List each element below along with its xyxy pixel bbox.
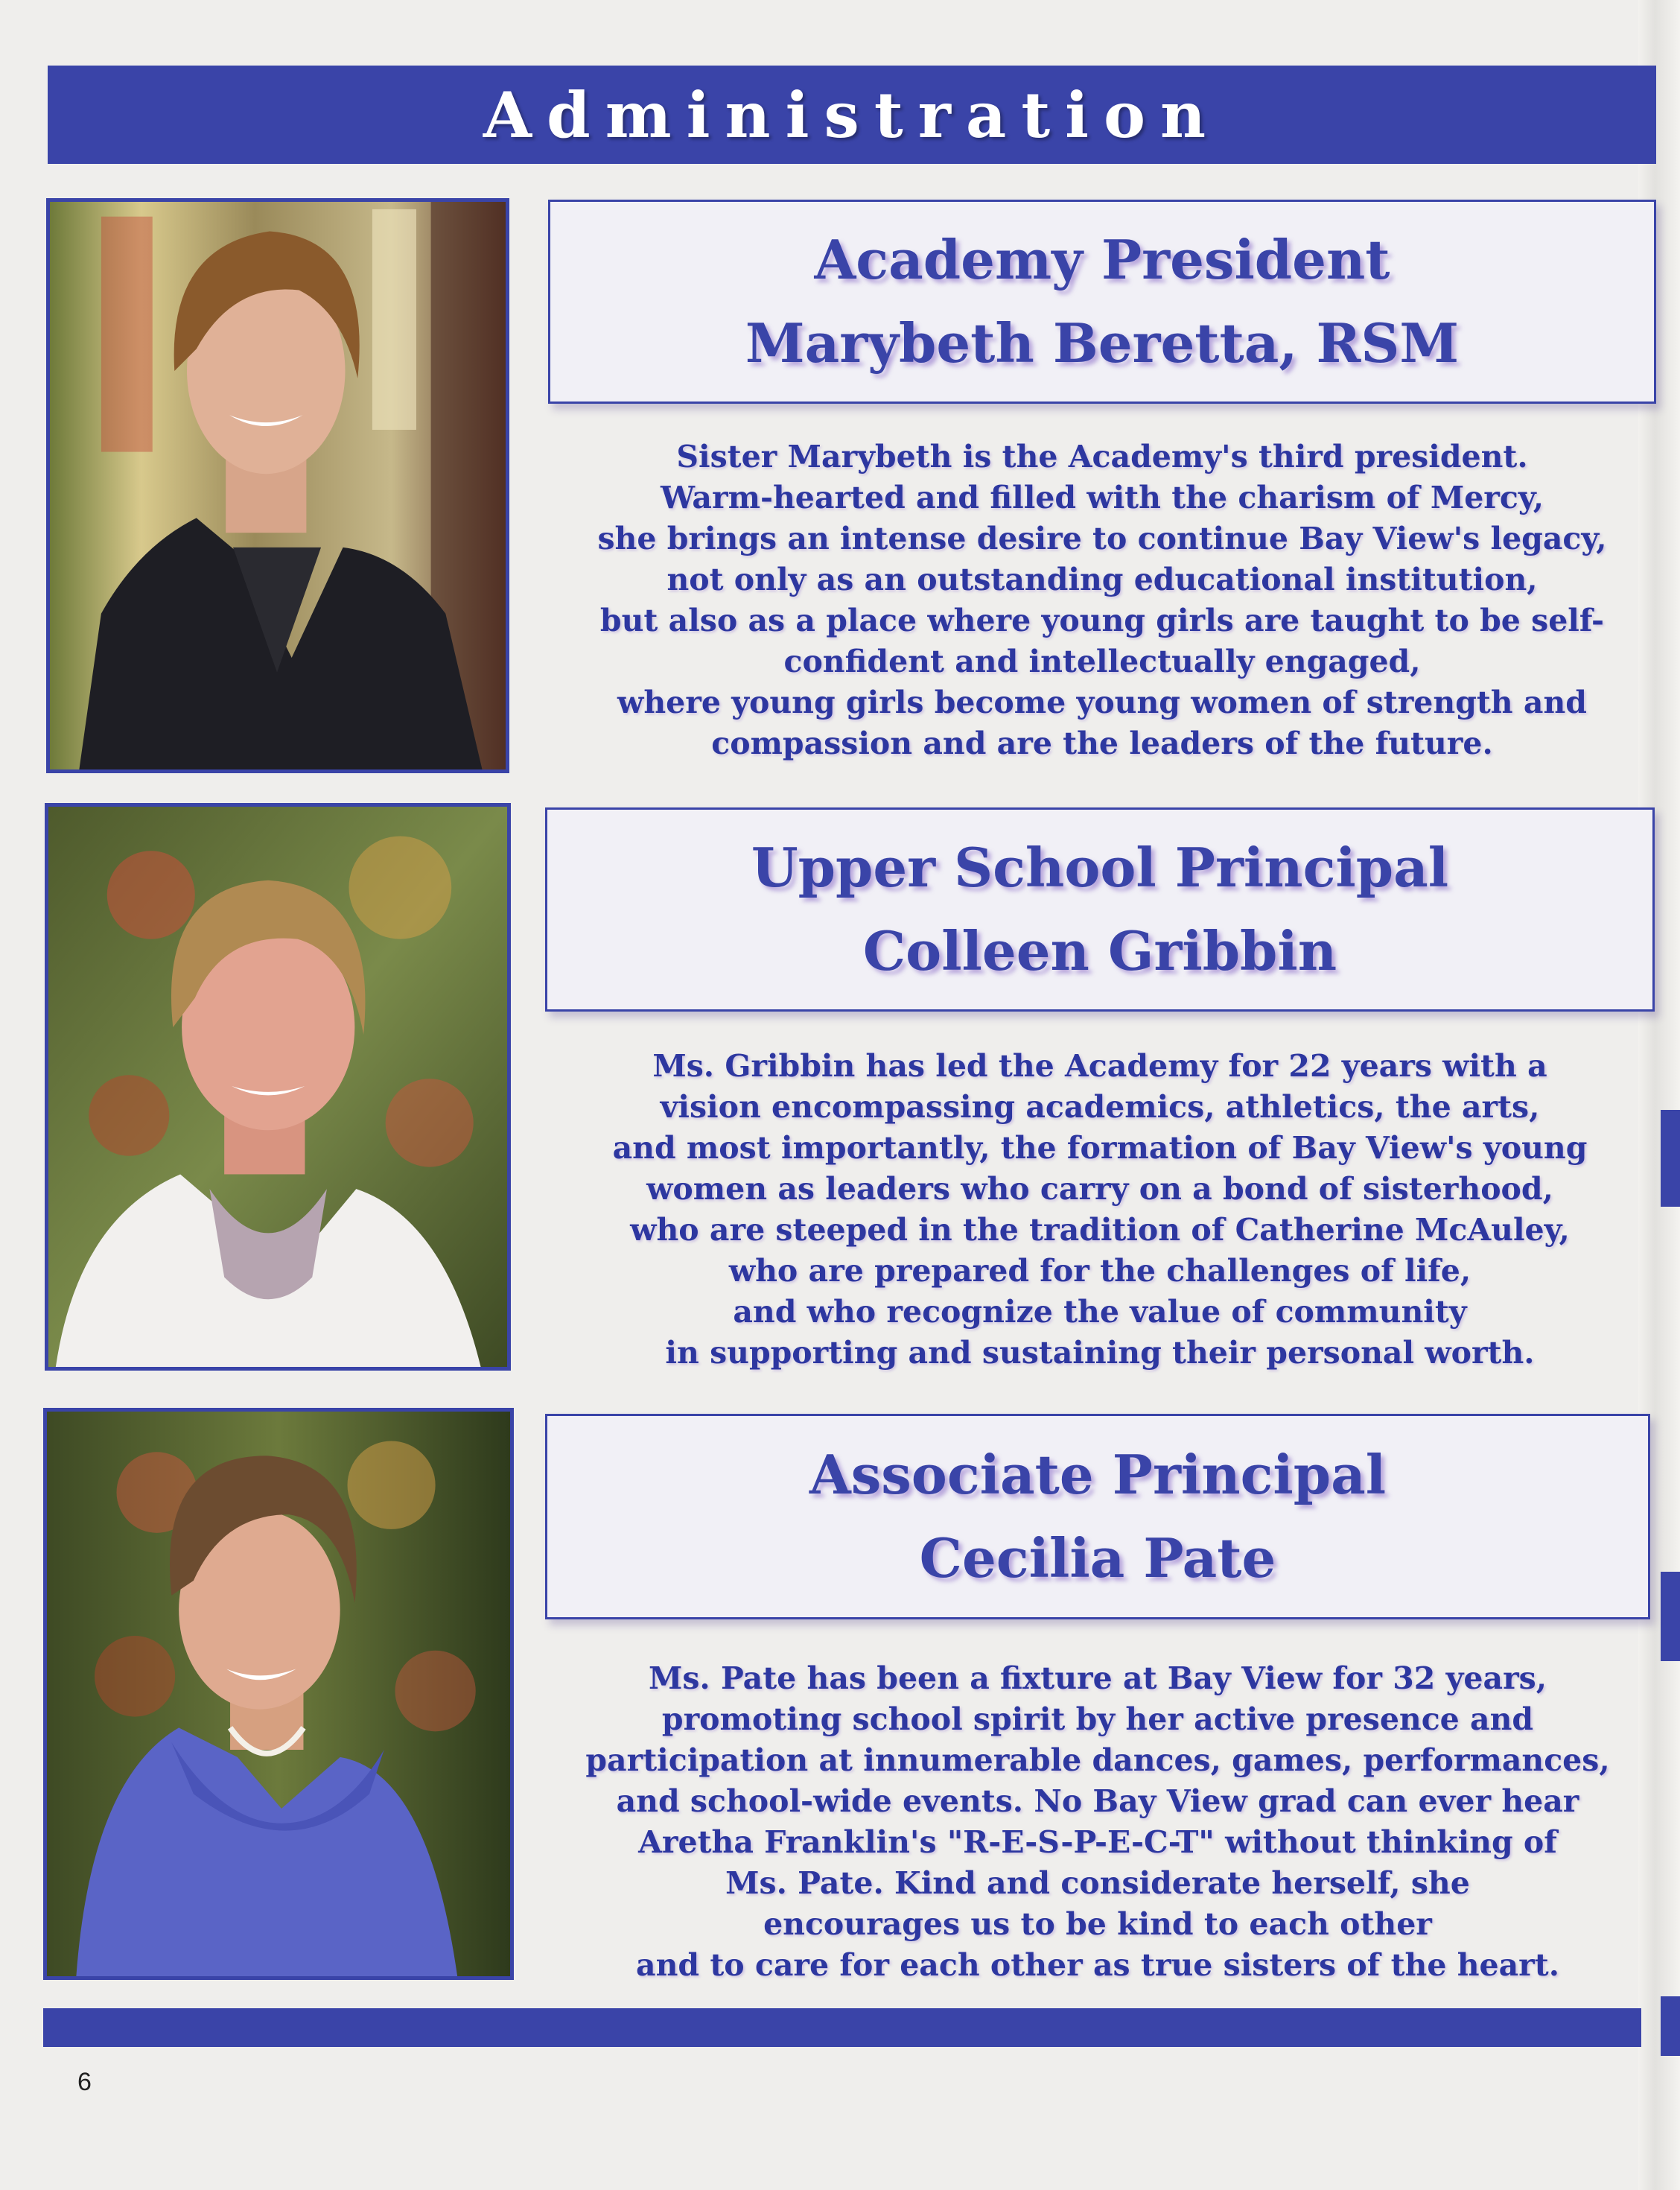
- bio-line: not only as an outstanding educational institution,: [666, 562, 1538, 597]
- bio-line: Ms. Gribbin has led the Academy for 22 years with a: [652, 1048, 1547, 1084]
- bio-line: Warm-hearted and filled with the charism of Mercy,: [660, 480, 1544, 515]
- president-name: Marybeth Beretta, RSM: [745, 311, 1460, 375]
- upper-school-principal-role: Upper School Principal: [751, 836, 1449, 899]
- edge-tab: [1661, 1572, 1680, 1661]
- bio-line: where young girls become young women of strength and: [617, 685, 1587, 720]
- bio-line: Ms. Pate. Kind and considerate herself, she: [725, 1865, 1470, 1901]
- associate-principal-name: Cecilia Pate: [919, 1526, 1276, 1590]
- associate-principal-bio: [545, 1658, 1650, 1986]
- footer-bar: [43, 2008, 1641, 2047]
- bio-line: compassion and are the leaders of the future.: [711, 726, 1493, 761]
- edge-tab: [1661, 1110, 1680, 1207]
- bio-line: Sister Marybeth is the Academy's third president.: [676, 439, 1528, 475]
- president-title-box: [548, 200, 1656, 404]
- bio-line: Ms. Pate has been a fixture at Bay View for 32 years,: [648, 1660, 1547, 1696]
- associate-principal-title-box: [545, 1414, 1650, 1619]
- bio-line: who are prepared for the challenges of life,: [728, 1253, 1471, 1289]
- bio-line: promoting school spirit by her active presence and: [661, 1701, 1534, 1737]
- upper-school-principal-bio: [545, 1046, 1655, 1374]
- upper-school-principal-name: Colleen Gribbin: [862, 919, 1337, 983]
- upper-school-principal-photo: [45, 803, 511, 1371]
- bio-line: encourages us to be kind to each other: [763, 1906, 1432, 1942]
- bio-line: she brings an intense desire to continue Bay View's legacy,: [597, 521, 1607, 556]
- bio-line: Aretha Franklin's "R-E-S-P-E-C-T" without thinking of: [638, 1824, 1557, 1860]
- bio-line: who are steeped in the tradition of Catherine McAuley,: [630, 1212, 1570, 1248]
- associate-principal-role: Associate Principal: [809, 1443, 1387, 1506]
- bio-line: and who recognize the value of community: [733, 1294, 1467, 1330]
- bio-line: and school-wide events. No Bay View grad can ever hear: [616, 1783, 1579, 1819]
- page-title: Administration: [483, 77, 1221, 152]
- header-bar: [48, 66, 1656, 164]
- bio-line: vision encompassing academics, athletics, the arts,: [660, 1089, 1540, 1125]
- president-bio: [548, 437, 1656, 764]
- president-role: Academy President: [814, 228, 1390, 291]
- bio-line: but also as a place where young girls are taught to be self-: [599, 603, 1605, 638]
- edge-tab: [1661, 1996, 1680, 2056]
- bio-line: participation at innumerable dances, games, performances,: [585, 1742, 1610, 1778]
- bio-line: in supporting and sustaining their personal worth.: [665, 1335, 1535, 1371]
- bio-line: women as leaders who carry on a bond of sisterhood,: [646, 1171, 1553, 1207]
- bio-line: confident and intellectually engaged,: [783, 644, 1421, 679]
- president-photo: [46, 198, 509, 773]
- bio-line: and most importantly, the formation of Bay View's young: [612, 1130, 1588, 1166]
- upper-school-principal-title-box: [545, 807, 1655, 1012]
- page-number: 6: [77, 2068, 92, 2096]
- associate-principal-photo: [43, 1408, 514, 1980]
- bio-line: and to care for each other as true sisters of the heart.: [636, 1947, 1559, 1983]
